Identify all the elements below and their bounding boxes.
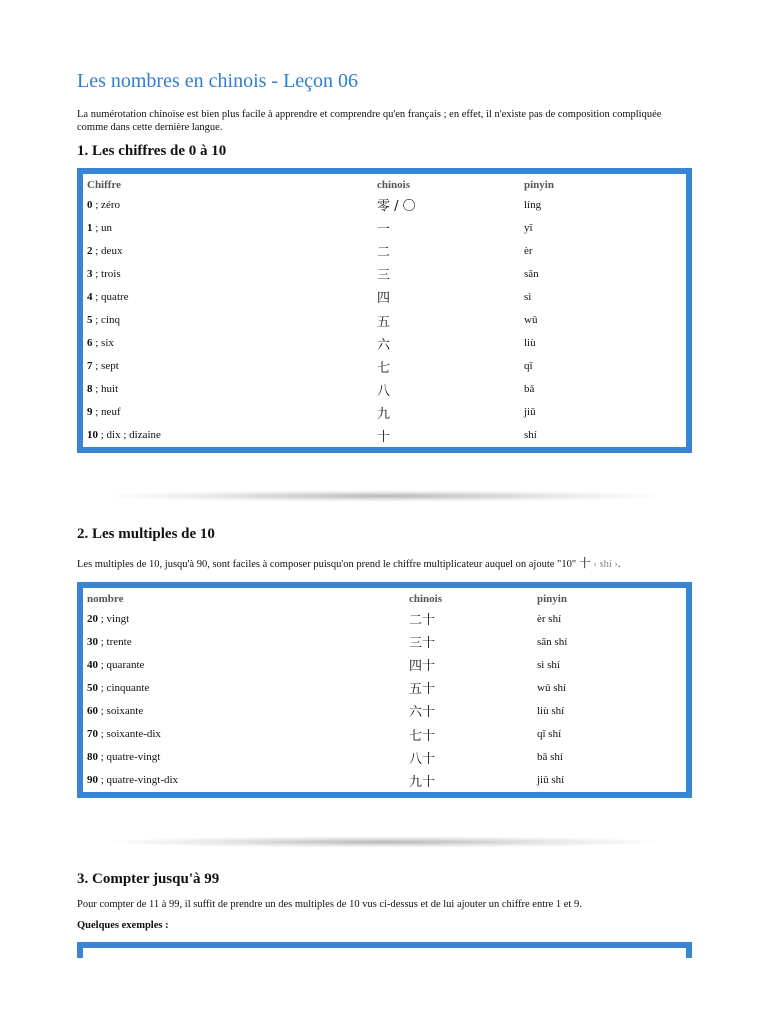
number-cell (83, 746, 405, 769)
intro-paragraph: La numérotation chinoise est bien plus facile à apprendre et comprendre qu'en français ; en effet, il n'existe pas de composition compliquée comme dans cette dernière langue. (77, 109, 662, 133)
pinyin-cell: bā shí (537, 751, 563, 764)
section2-heading: 2. Les multiples de 10 (77, 526, 215, 542)
number-word: ; trois (92, 267, 121, 280)
pinyin-cell: èr (524, 244, 533, 257)
number-word: ; huit (92, 383, 119, 396)
number-value: 2 (87, 244, 93, 257)
chinese-cell: 八十 (409, 751, 436, 767)
number-cell (83, 653, 405, 676)
number-cell (83, 355, 373, 378)
number-value: 50 (87, 681, 98, 694)
pinyin-cell: jiǔ (524, 406, 536, 419)
number-cell (83, 424, 373, 447)
number-cell (83, 308, 373, 331)
col-header-pinyin: pinyin (537, 592, 567, 605)
chinese-cell: 五十 (409, 682, 436, 698)
table-row (83, 193, 686, 216)
number-cell (83, 193, 373, 216)
chinese-cell: 十 (377, 429, 391, 445)
chinese-cell: 九 (377, 406, 391, 422)
pinyin-cell: qī shí (537, 728, 562, 741)
pinyin-cell: sān shí (537, 635, 568, 648)
number-value: 1 (87, 221, 93, 234)
digits-table-box (77, 168, 692, 453)
number-value: 40 (87, 658, 98, 671)
digits-table (83, 174, 686, 447)
number-word: ; quatre (92, 290, 129, 303)
number-value: 10 (87, 429, 98, 442)
number-word: ; sept (92, 360, 119, 373)
number-cell (83, 607, 405, 630)
number-word: ; quatre-vingt (98, 751, 161, 764)
number-word: ; neuf (92, 406, 121, 419)
pinyin-cell: èr shí (537, 612, 562, 625)
col-header-chinois: chinois (409, 592, 443, 605)
number-cell (83, 378, 373, 401)
pinyin-cell: liù shí (537, 704, 565, 717)
chinese-cell: 三十 (409, 636, 436, 652)
examples-table-box (77, 942, 692, 958)
number-word: ; six (92, 337, 114, 350)
table-row (83, 262, 686, 285)
section-divider (97, 490, 672, 502)
table-row (83, 308, 686, 331)
number-cell (83, 676, 405, 699)
number-word: ; un (92, 221, 113, 234)
multiples-table-box (77, 582, 692, 798)
number-value: 70 (87, 728, 98, 741)
chinese-cell: 二十 (409, 613, 436, 629)
table-row (83, 332, 686, 355)
table-row (83, 401, 686, 424)
chinese-cell: 二 (377, 245, 391, 261)
col-header-nombre: nombre (87, 592, 124, 605)
number-word: ; quarante (98, 658, 145, 671)
number-word: ; soixante (98, 704, 144, 717)
number-value: 80 (87, 751, 98, 764)
shi-character: 十 (578, 556, 591, 570)
table-row (83, 239, 686, 262)
number-cell (83, 722, 405, 745)
number-value: 9 (87, 406, 93, 419)
pinyin-cell: yī (524, 221, 533, 234)
number-value: 60 (87, 704, 98, 717)
pinyin-cell: sān (524, 267, 539, 280)
section2-text: Les multiples de 10, jusqu'à 90, sont faciles à composer puisqu'on prend le chiffre multiplicateur auquel on ajoute "10" (77, 559, 579, 570)
table-row (83, 378, 686, 401)
pinyin-cell: wǔ shí (537, 681, 567, 694)
table-row (83, 424, 686, 447)
section1-heading: 1. Les chiffres de 0 à 10 (77, 143, 227, 159)
chinese-cell: 七十 (409, 728, 436, 744)
number-cell (83, 332, 373, 355)
chinese-cell: 三 (377, 268, 391, 284)
number-value: 4 (87, 290, 93, 303)
number-value: 3 (87, 267, 93, 280)
number-value: 20 (87, 612, 98, 625)
table-row (83, 676, 686, 699)
number-value: 8 (87, 383, 93, 396)
multiples-table (83, 588, 686, 792)
chinese-cell: 九十 (409, 774, 436, 790)
number-value: 6 (87, 337, 93, 350)
chinese-cell: 一 (377, 222, 391, 238)
chinese-cell: 四 (377, 291, 391, 307)
number-cell (83, 285, 373, 308)
chinese-cell: 五 (377, 314, 391, 330)
table-row (83, 216, 686, 239)
number-cell (83, 769, 405, 792)
examples-label: Quelques exemples : (77, 920, 169, 931)
section2-paragraph (77, 557, 621, 571)
pinyin-cell: líng (524, 198, 542, 211)
number-value: 5 (87, 314, 93, 327)
number-value: 7 (87, 360, 93, 373)
table-row (83, 699, 686, 722)
table-row (83, 722, 686, 745)
number-word: ; deux (92, 244, 123, 257)
chinese-cell: 四十 (409, 659, 436, 675)
number-word: ; trente (98, 635, 132, 648)
chinese-cell: 六 (377, 337, 391, 353)
pinyin-cell: sì (524, 290, 532, 303)
table-row (83, 607, 686, 630)
pinyin-cell: sì shí (537, 658, 560, 671)
number-value: 90 (87, 774, 98, 787)
number-word: ; quatre-vingt-dix (98, 774, 179, 787)
number-word: ; cinq (92, 314, 120, 327)
chinese-cell: 六十 (409, 705, 436, 721)
table-row (83, 653, 686, 676)
section-divider (97, 836, 672, 848)
pinyin-cell: shí (524, 429, 537, 442)
section2-text-end: . (617, 559, 621, 570)
number-cell (83, 401, 373, 424)
table-row (83, 630, 686, 653)
col-header-chinois: chinois (377, 178, 411, 191)
table-row (83, 285, 686, 308)
number-cell (83, 699, 405, 722)
number-word: ; soixante-dix (98, 728, 161, 741)
number-cell (83, 262, 373, 285)
col-header-pinyin: pinyin (524, 178, 554, 191)
number-word: ; vingt (98, 612, 130, 625)
table-row (83, 769, 686, 792)
col-header-chiffre: Chiffre (87, 178, 122, 191)
table-row (83, 746, 686, 769)
pinyin-cell: jiǔ shí (537, 774, 565, 787)
number-value: 0 (87, 198, 93, 211)
pinyin-cell: qī (524, 360, 533, 373)
chinese-cell: 八 (377, 383, 391, 399)
chinese-cell: 七 (377, 360, 391, 376)
number-value: 30 (87, 635, 98, 648)
number-word: ; cinquante (98, 681, 150, 694)
table-row (83, 355, 686, 378)
shi-pinyin: ‹ shí › (590, 559, 618, 570)
number-cell (83, 239, 373, 262)
pinyin-cell: bā (524, 383, 535, 396)
page-title: Les nombres en chinois - Leçon 06 (77, 70, 359, 92)
section3-paragraph: Pour compter de 11 à 99, il suffit de prendre un des multiples de 10 vus ci-dessus et de lui ajouter un chiffre entre 1 et 9. (77, 899, 582, 910)
number-cell (83, 630, 405, 653)
number-word: ; zéro (92, 198, 120, 211)
number-cell (83, 216, 373, 239)
pinyin-cell: liù (524, 337, 536, 350)
chinese-cell: 零 / 〇 (377, 199, 416, 215)
pinyin-cell: wǔ (524, 314, 538, 327)
number-word: ; dix ; dizaine (98, 429, 161, 442)
section3-heading: 3. Compter jusqu'à 99 (77, 871, 220, 887)
